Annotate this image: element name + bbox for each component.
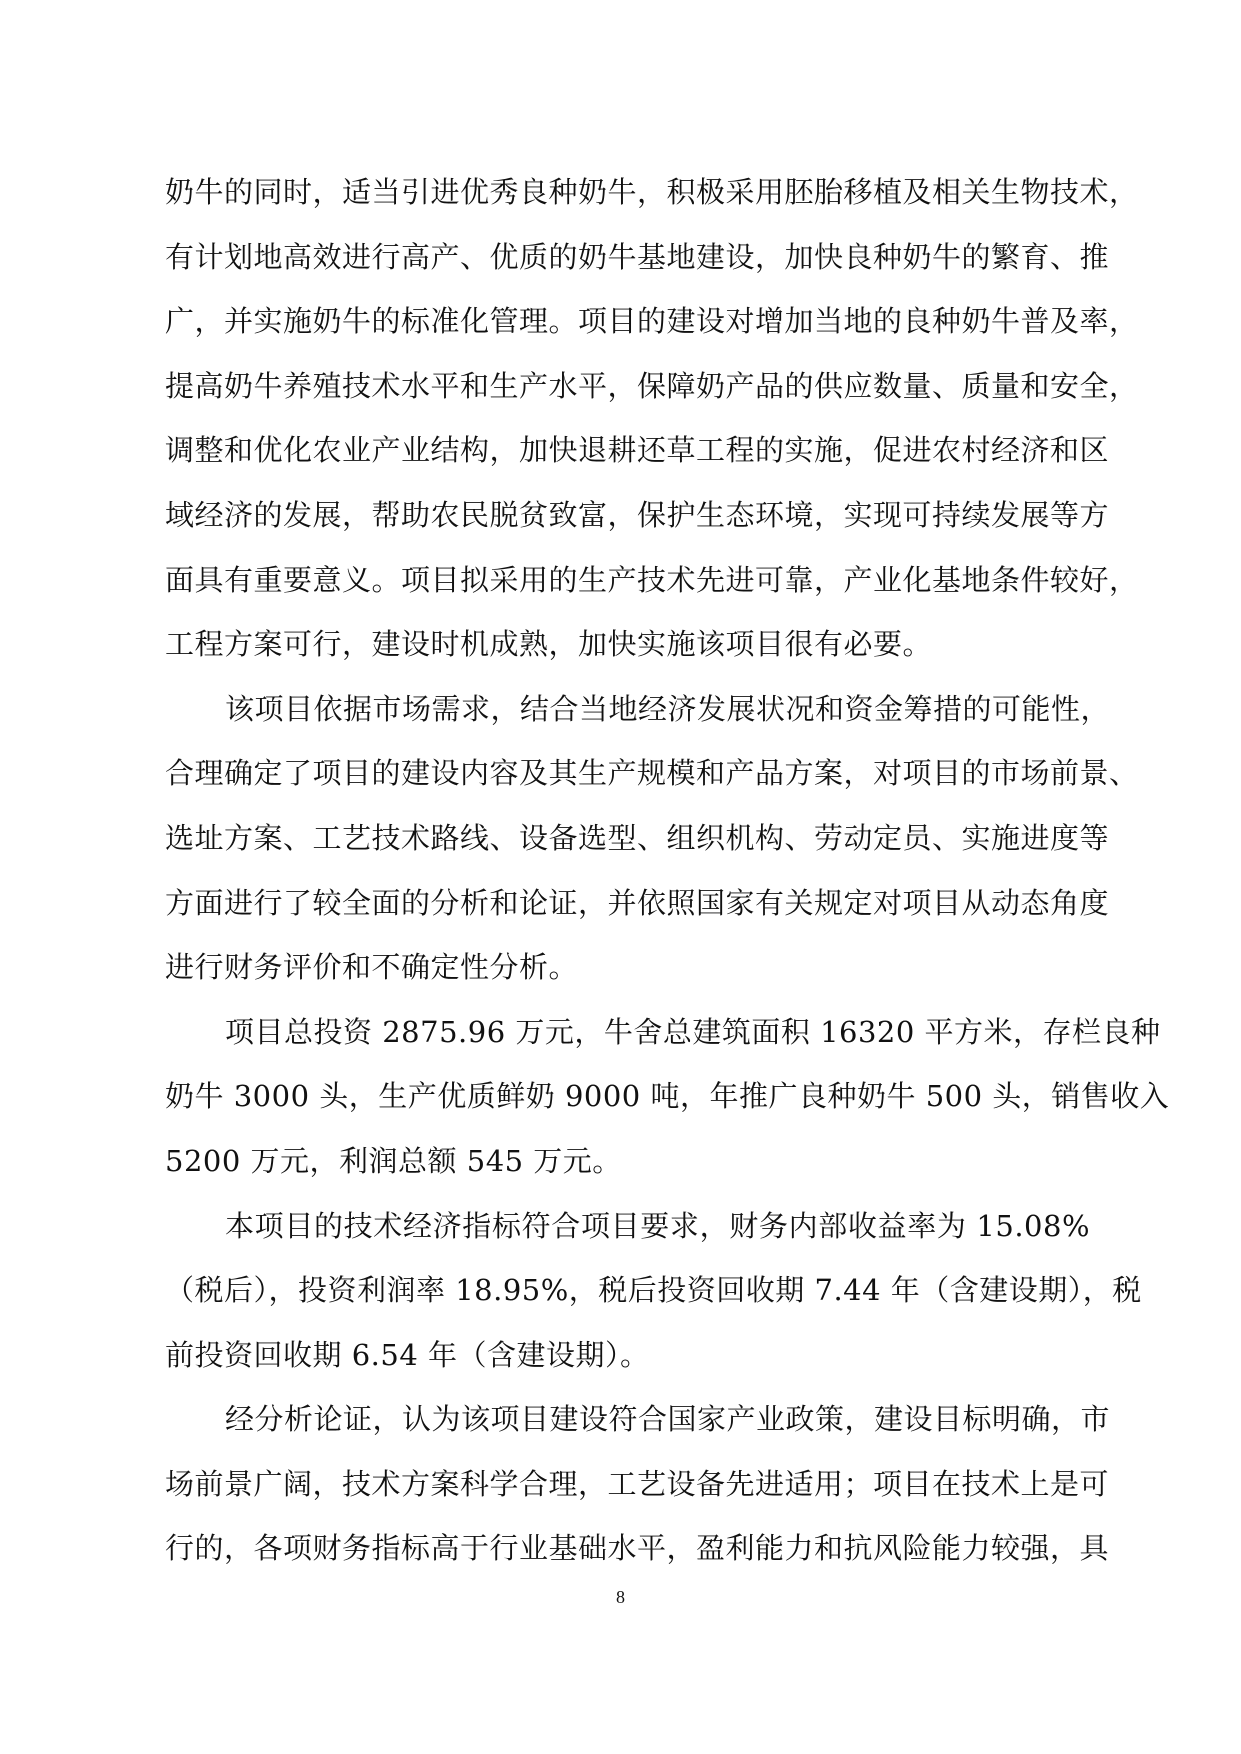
text-line: 5200 万元，利润总额 545 万元。 bbox=[165, 1143, 622, 1178]
text-line: 提高奶牛养殖技术水平和生产水平，保障奶产品的供应数量、质量和安全， bbox=[165, 368, 1139, 403]
text-line: 场前景广阔，技术方案科学合理，工艺设备先进适用；项目在技术上是可 bbox=[165, 1466, 1110, 1501]
text-line: 调整和优化农业产业结构，加快退耕还草工程的实施，促进农村经济和区 bbox=[165, 433, 1110, 468]
text-line: 合理确定了项目的建设内容及其生产规模和产品方案，对项目的市场前景、 bbox=[165, 756, 1139, 791]
page-number: 8 bbox=[616, 1587, 625, 1607]
text-line: 经分析论证，认为该项目建设符合国家产业政策，建设目标明确，市 bbox=[225, 1402, 1111, 1437]
text-line: 工程方案可行，建设时机成熟，加快实施该项目很有必要。 bbox=[165, 627, 933, 662]
body-text bbox=[165, 160, 1170, 1581]
text-line: （税后），投资利润率 18.95%，税后投资回收期 7.44 年（含建设期），税 bbox=[165, 1273, 1142, 1308]
text-line: 奶牛的同时，适当引进优秀良种奶牛，积极采用胚胎移植及相关生物技术， bbox=[165, 175, 1139, 209]
text-line: 域经济的发展，帮助农民脱贫致富，保护生态环境，实现可持续发展等方 bbox=[165, 497, 1110, 532]
text-line: 选址方案、工艺技术路线、设备选型、组织机构、劳动定员、实施进度等 bbox=[165, 820, 1110, 855]
text-line: 进行财务评价和不确定性分析。 bbox=[165, 950, 579, 985]
text-line: 行的，各项财务指标高于行业基础水平，盈利能力和抗风险能力较强，具 bbox=[165, 1531, 1110, 1566]
text-line: 广，并实施奶牛的标准化管理。项目的建设对增加当地的良种奶牛普及率， bbox=[165, 304, 1139, 339]
text-line: 有计划地高效进行高产、优质的奶牛基地建设，加快良种奶牛的繁育、推 bbox=[165, 239, 1110, 274]
text-line: 该项目依据市场需求，结合当地经济发展状况和资金筹措的可能性， bbox=[225, 691, 1111, 726]
text-line: 面具有重要意义。项目拟采用的生产技术先进可靠，产业化基地条件较好， bbox=[165, 562, 1139, 597]
text-line: 前投资回收期 6.54 年（含建设期）。 bbox=[165, 1337, 650, 1372]
text-line: 项目总投资 2875.96 万元，牛舍总建筑面积 16320 平方米，存栏良种 bbox=[225, 1014, 1161, 1049]
text-line: 方面进行了较全面的分析和论证，并依照国家有关规定对项目从动态角度 bbox=[165, 885, 1110, 920]
text-line: 奶牛 3000 头，生产优质鲜奶 9000 吨，年推广良种奶牛 500 头，销售收入 bbox=[165, 1079, 1170, 1114]
text-line: 本项目的技术经济指标符合项目要求，财务内部收益率为 15.08% bbox=[225, 1208, 1090, 1243]
